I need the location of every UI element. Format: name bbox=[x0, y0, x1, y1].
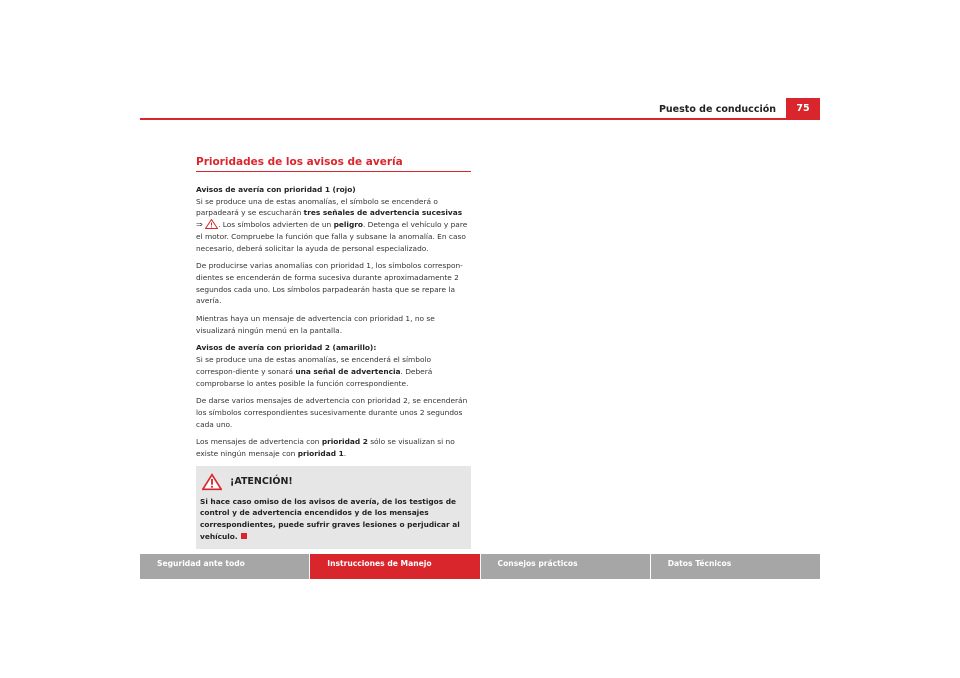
content-column bbox=[196, 156, 471, 549]
paragraph-priority-1 bbox=[196, 184, 471, 254]
subheading-priority-2: Avisos de avería con prioridad 2 (amarillo): bbox=[196, 343, 377, 353]
text: . Deberá comprobarse lo antes posible la función correspondiente. bbox=[196, 366, 433, 388]
text: Si se produce una de estas anomalías, el símbolo se encenderá o parpadeará y se escucharán bbox=[196, 196, 438, 218]
footer-navigation bbox=[140, 554, 820, 579]
page-header bbox=[140, 98, 820, 120]
header-rule bbox=[140, 118, 820, 120]
text: . Detenga el vehículo y pare el motor. Compruebe la función que falla y subsane la anomalía. En caso necesario, deberá solicitar la ayuda de personal especializado. bbox=[196, 220, 468, 253]
bold-text: prioridad 2 bbox=[321, 437, 368, 447]
warning-header bbox=[200, 472, 467, 492]
warning-body: Si hace caso omiso de los avisos de avería, de los testigos de control y de advertencia encendidos y de los mensajes correspondientes, puede sufrir graves lesiones o perjudicar al vehículo. bbox=[200, 496, 460, 541]
paragraph: Mientras haya un mensaje de advertencia con prioridad 1, no se visualizará ningún menú en la pantalla. bbox=[196, 314, 435, 335]
warning-text bbox=[200, 496, 467, 543]
chapter-title: Puesto de conducción bbox=[658, 104, 776, 115]
text: Si se produce una de estas anomalías, se encenderá el símbolo correspon-diente y sonará bbox=[196, 355, 432, 376]
tab-instrucciones[interactable]: Instrucciones de Manejo bbox=[310, 554, 479, 579]
text: Los mensajes de advertencia con bbox=[196, 437, 322, 447]
warning-triangle-icon bbox=[205, 219, 218, 229]
end-of-section-icon bbox=[241, 533, 247, 539]
paragraph: De darse varios mensajes de advertencia con prioridad 2, se encenderán los símbolos correspondientes sucesivamente durante unos 2 segundos cada uno. bbox=[196, 396, 468, 429]
paragraph: De producirse varias anomalías con prioridad 1, los símbolos correspon-dientes se encenderán de forma sucesiva durante aproximadamente 2 segundos cada uno. Los símbolos parpadearán hasta que se repare la avería. bbox=[196, 261, 463, 306]
cross-reference-arrow-icon[interactable]: ⇒ bbox=[196, 220, 203, 230]
warning-triangle-icon bbox=[202, 473, 222, 491]
text: . bbox=[343, 449, 347, 459]
text: . Los símbolos advierten de un bbox=[218, 220, 334, 230]
paragraph-priority-2 bbox=[196, 342, 471, 389]
subheading-priority-1: Avisos de avería con prioridad 1 (rojo) bbox=[196, 185, 356, 194]
paragraph bbox=[196, 436, 471, 459]
bold-text: peligro bbox=[333, 220, 363, 230]
bold-text: prioridad 1 bbox=[297, 449, 344, 459]
bold-text: tres señales de advertencia sucesivas bbox=[303, 208, 463, 218]
section-title: Prioridades de los avisos de avería bbox=[196, 156, 471, 172]
bold-text: una señal de advertencia bbox=[295, 366, 401, 376]
warning-title: ¡ATENCIÓN! bbox=[230, 475, 293, 487]
tab-consejos[interactable]: Consejos prácticos bbox=[481, 554, 650, 579]
page-number-badge: 75 bbox=[786, 98, 820, 118]
tab-seguridad[interactable]: Seguridad ante todo bbox=[140, 554, 309, 579]
warning-box bbox=[196, 466, 471, 549]
text: sólo se visualizan si no existe ningún mensaje con bbox=[196, 437, 455, 459]
tab-datos-tecnicos[interactable]: Datos Técnicos bbox=[651, 554, 820, 579]
